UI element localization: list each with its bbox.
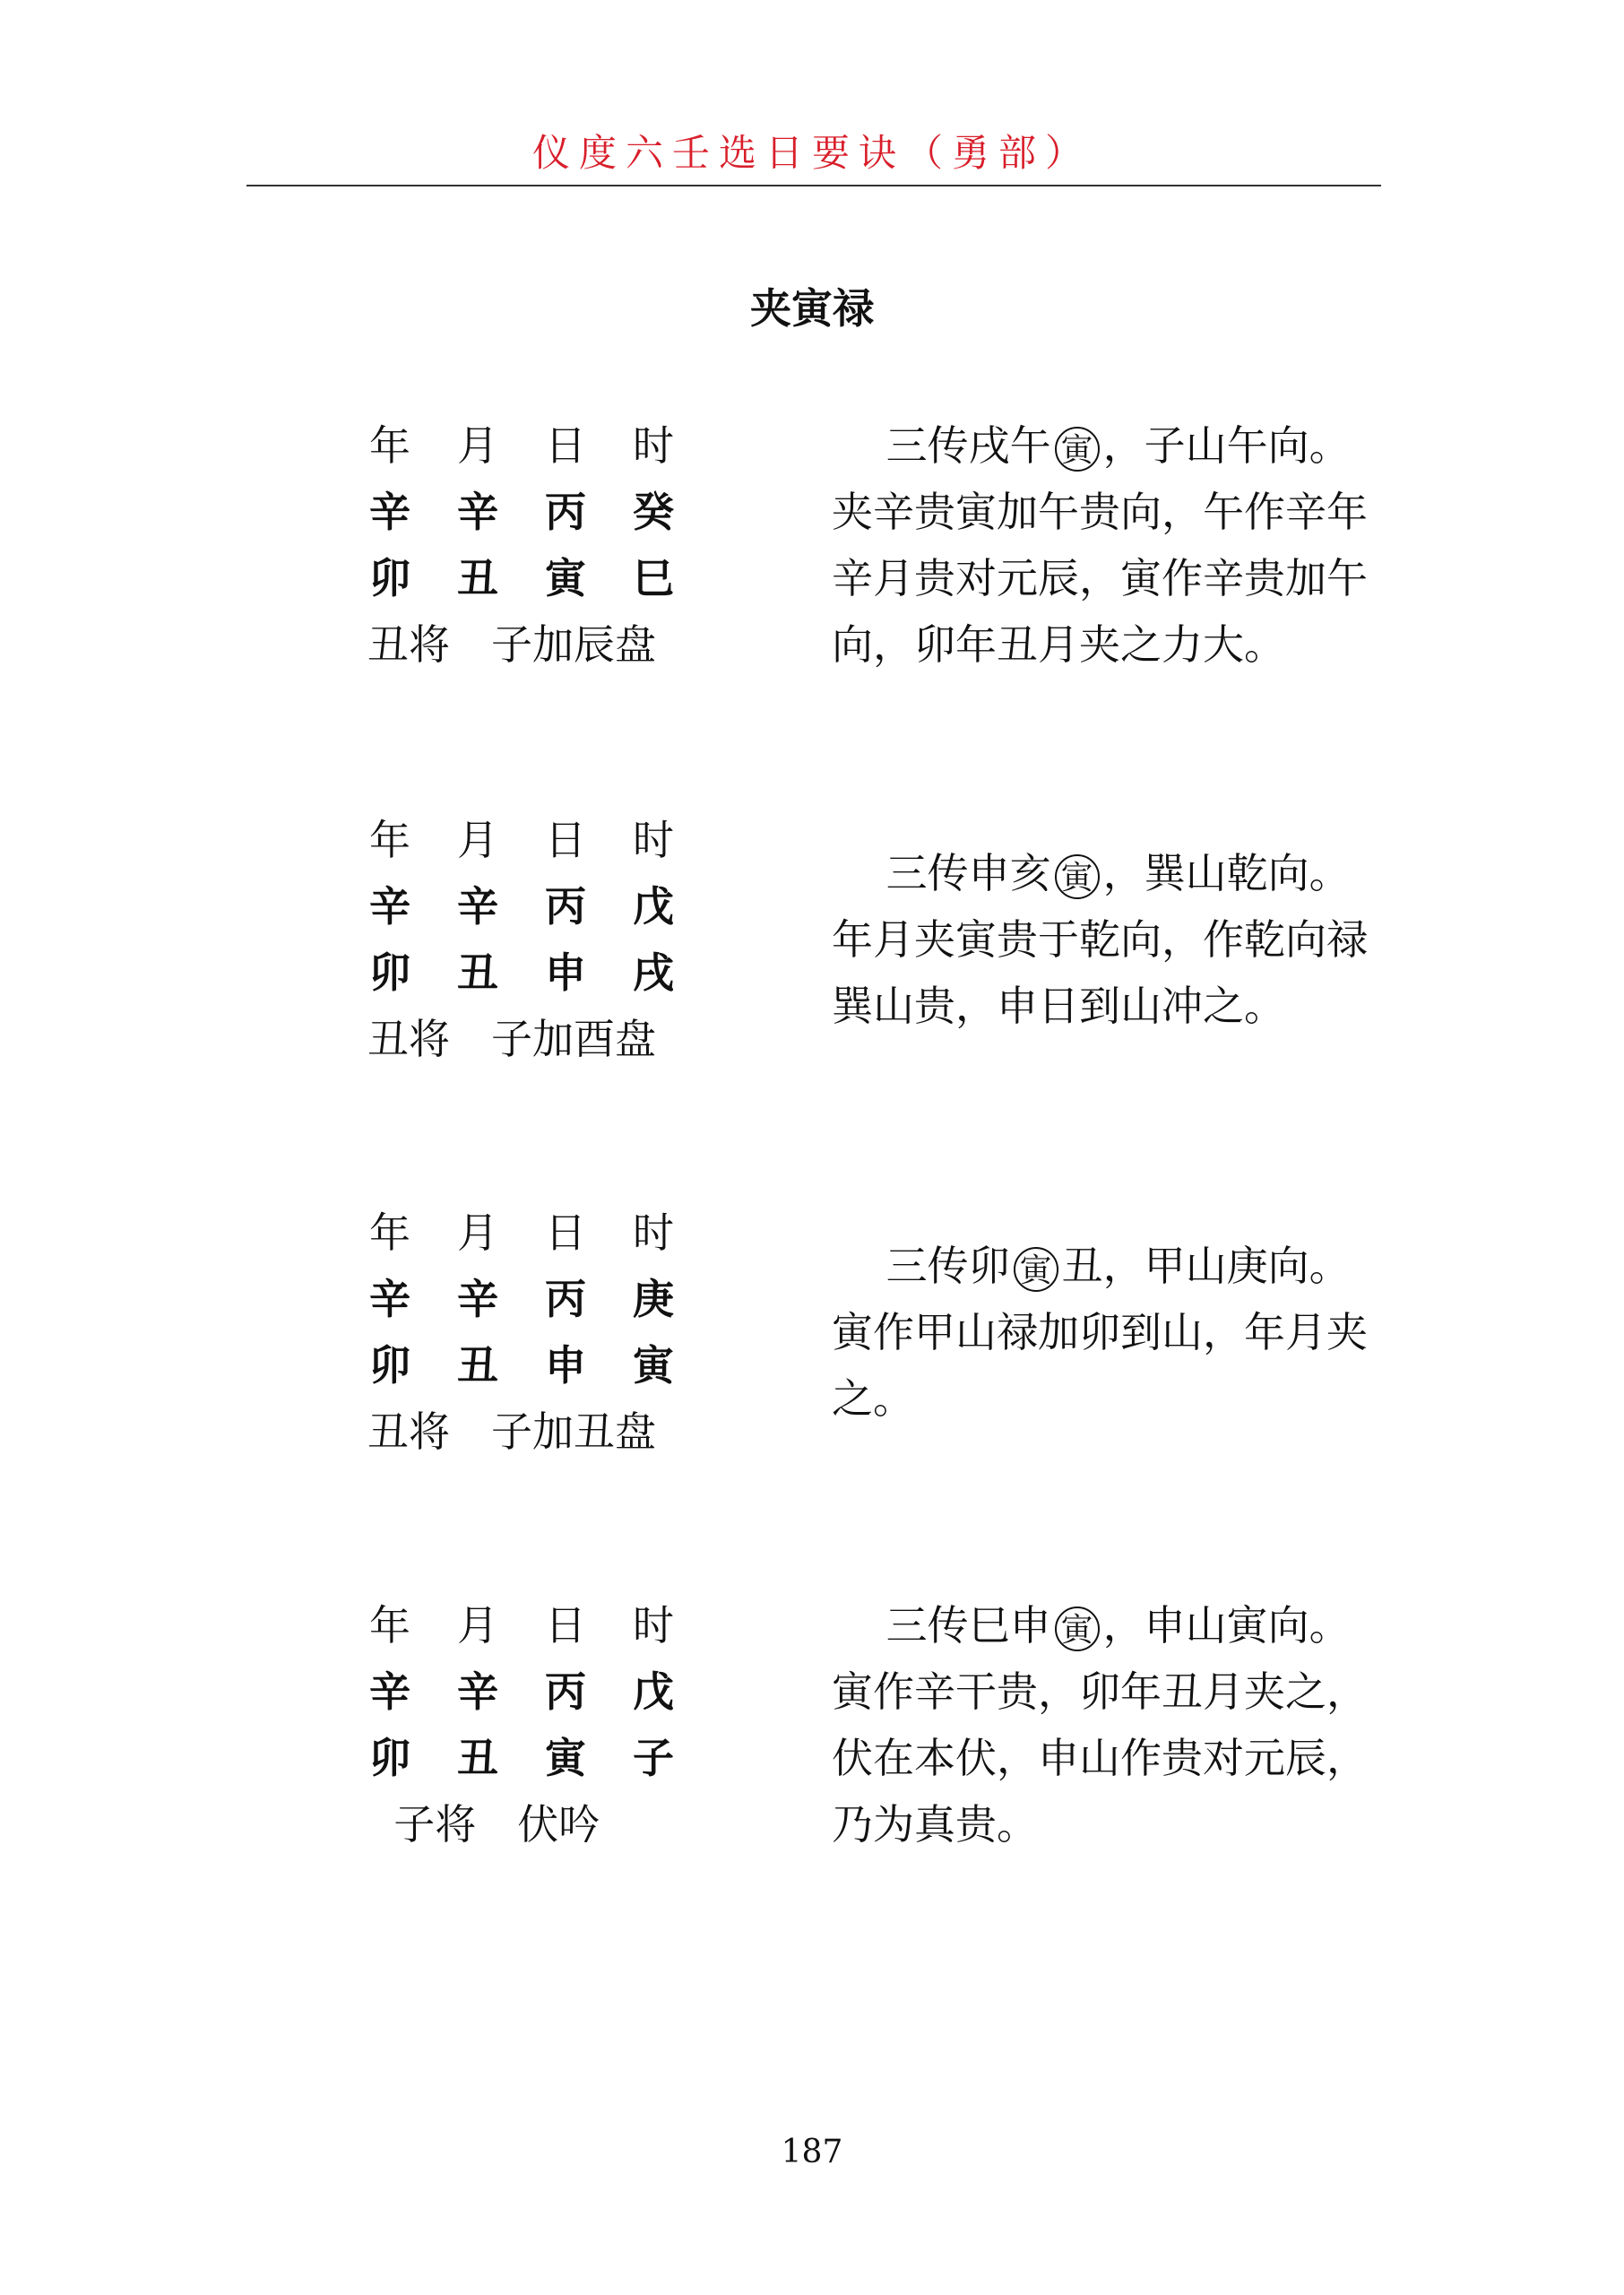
header-hour: 时 <box>633 1601 674 1650</box>
stem-row <box>367 1266 699 1332</box>
header-day: 日 <box>545 816 586 864</box>
stem-month: 辛 <box>457 1275 498 1323</box>
stem-hour: 戊 <box>633 882 674 931</box>
stem-month: 辛 <box>457 488 498 536</box>
header-day: 日 <box>545 1601 586 1650</box>
comment-lead-tail: ，子山午向。 <box>1102 421 1351 470</box>
stem-row <box>367 1658 699 1725</box>
header-rule <box>246 185 1381 186</box>
comment-lead-tail: ，巽山乾向。 <box>1102 849 1351 897</box>
stem-hour: 癸 <box>633 488 674 536</box>
header-year: 年 <box>369 1208 410 1257</box>
pillar-table <box>367 1592 699 1858</box>
header-month: 月 <box>457 816 498 864</box>
comment-lead: 三传申亥 <box>885 849 1051 897</box>
branch-month: 丑 <box>457 554 498 602</box>
section-title: 夹寅禄 <box>750 284 874 333</box>
branch-day: 申 <box>545 948 586 997</box>
branch-month: 丑 <box>457 1734 498 1782</box>
branch-day: 申 <box>545 1341 586 1390</box>
header-hour: 时 <box>633 421 674 470</box>
comment-body: 夹辛贵寅加午贵向，午作辛年辛月贵对元辰，寅作辛贵加午向，卯年丑月夹之力大。 <box>832 488 1368 669</box>
commentary <box>832 840 1387 1039</box>
commentary <box>832 412 1387 678</box>
stem-month: 辛 <box>457 1667 498 1716</box>
circled-branch-icon: 寅 <box>1055 427 1100 472</box>
pillar-table <box>367 1199 699 1465</box>
running-head: 仪度六壬选日要诀（勇部） <box>531 131 1092 175</box>
branch-row <box>367 545 699 611</box>
branch-row <box>367 940 699 1006</box>
branch-year: 卯 <box>369 948 410 997</box>
branch-hour: 寅 <box>633 1341 674 1390</box>
stem-month: 辛 <box>457 882 498 931</box>
header-row <box>367 1592 699 1658</box>
branch-hour: 戌 <box>633 948 674 997</box>
branch-row <box>367 1332 699 1399</box>
stem-row <box>367 479 699 545</box>
header-day: 日 <box>545 421 586 470</box>
header-month: 月 <box>457 1208 498 1257</box>
header-hour: 时 <box>633 1208 674 1257</box>
stem-year: 辛 <box>369 1275 410 1323</box>
page-number: 187 <box>781 2134 843 2170</box>
stem-hour: 庚 <box>633 1275 674 1323</box>
stem-year: 辛 <box>369 882 410 931</box>
pillar-table <box>367 412 699 678</box>
header-hour: 时 <box>633 816 674 864</box>
header-row <box>367 1199 699 1266</box>
stem-day: 丙 <box>545 488 586 536</box>
commentary <box>832 1592 1387 1858</box>
commentary <box>832 1233 1387 1432</box>
branch-hour: 巳 <box>633 554 674 602</box>
branch-year: 卯 <box>369 554 410 602</box>
general-note: 丑将 子加酉盘 <box>367 1015 656 1063</box>
branch-year: 卯 <box>369 1341 410 1390</box>
comment-lead-tail: ，申山寅向。 <box>1102 1601 1351 1650</box>
circled-branch-icon: 寅 <box>1055 854 1100 899</box>
branch-day: 寅 <box>545 1734 586 1782</box>
circled-branch-icon: 寅 <box>1014 1247 1058 1292</box>
header-row <box>367 412 699 479</box>
stem-day: 丙 <box>545 1667 586 1716</box>
branch-row <box>367 1725 699 1791</box>
pillar-table <box>367 807 699 1072</box>
stem-year: 辛 <box>369 488 410 536</box>
general-note: 丑将 子加辰盘 <box>367 620 656 669</box>
header-month: 月 <box>457 1601 498 1650</box>
stem-day: 丙 <box>545 882 586 931</box>
header-month: 月 <box>457 421 498 470</box>
comment-lead: 三传戌午 <box>885 421 1051 470</box>
comment-lead: 三传巳申 <box>885 1601 1051 1650</box>
branch-year: 卯 <box>369 1734 410 1782</box>
branch-month: 丑 <box>457 1341 498 1390</box>
stem-day: 丙 <box>545 1275 586 1323</box>
comment-body: 年月夹寅贵于乾向，作乾向禄巽山贵，申日到山冲之。 <box>832 915 1368 1030</box>
branch-day: 寅 <box>545 554 586 602</box>
circled-branch-icon: 寅 <box>1055 1606 1100 1651</box>
stem-hour: 戊 <box>633 1667 674 1716</box>
general-note: 丑将 子加丑盘 <box>367 1407 656 1456</box>
stem-year: 辛 <box>369 1667 410 1716</box>
comment-body: 寅作辛干贵，卯年丑月夹之，伏在本伏，申山作贵对元辰，乃为真贵。 <box>832 1667 1368 1849</box>
branch-hour: 子 <box>633 1734 674 1782</box>
header-year: 年 <box>369 1601 410 1650</box>
header-year: 年 <box>369 816 410 864</box>
branch-month: 丑 <box>457 948 498 997</box>
header-day: 日 <box>545 1208 586 1257</box>
comment-lead-tail: 丑，甲山庚向。 <box>1061 1242 1351 1290</box>
stem-row <box>367 873 699 940</box>
header-row <box>367 807 699 873</box>
comment-lead: 三传卯 <box>885 1242 1010 1290</box>
comment-body: 寅作甲山禄加卯到山，年月夹之。 <box>832 1308 1368 1423</box>
header-year: 年 <box>369 421 410 470</box>
general-note: 子将 伏吟 <box>367 1800 600 1849</box>
